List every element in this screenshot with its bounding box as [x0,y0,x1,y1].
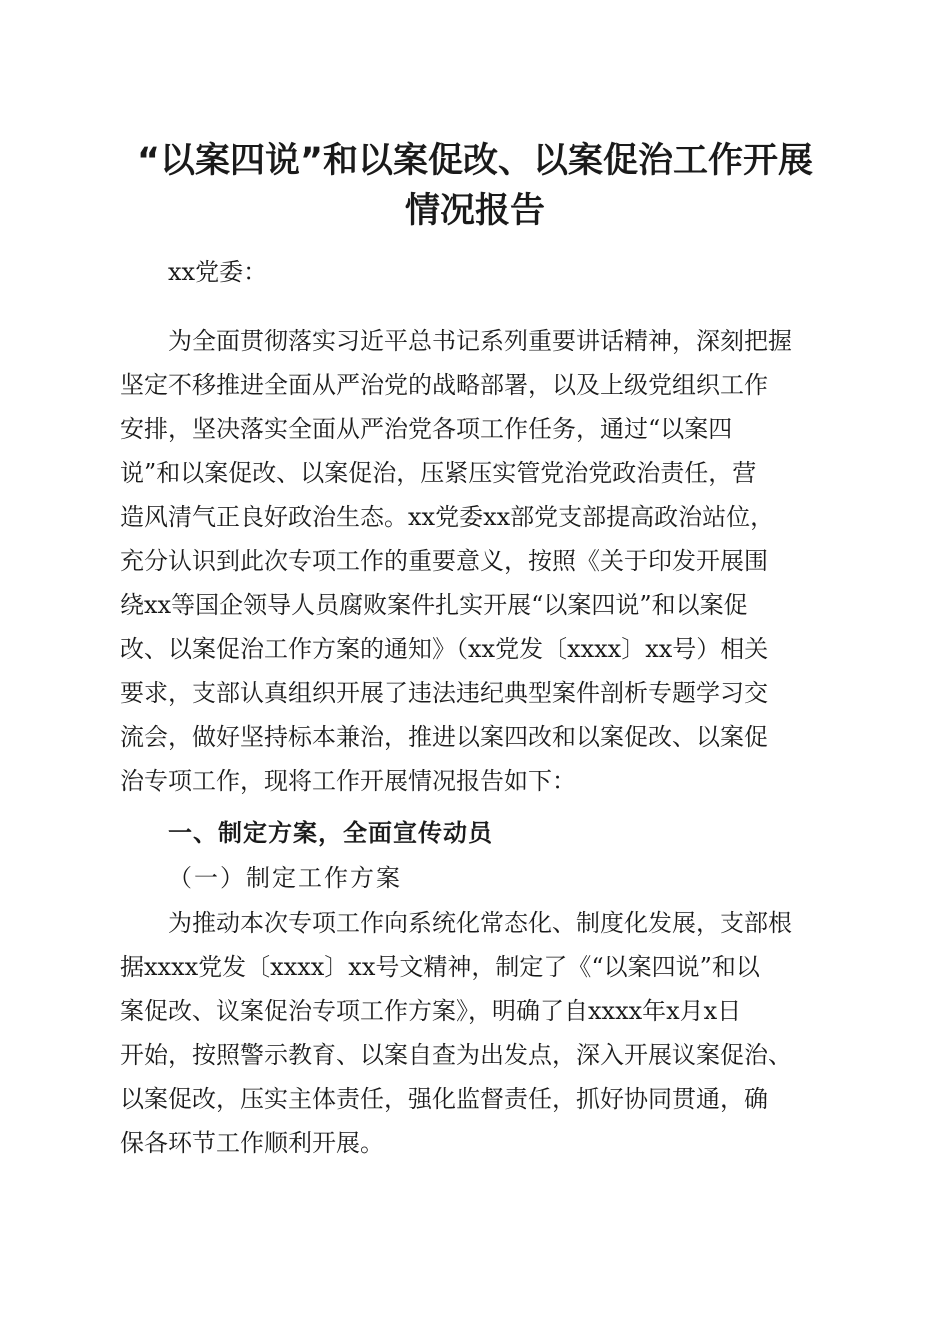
subsection-line: 为推动本次专项工作向系统化常态化、制度化发展，支部根 [168,909,792,937]
title-line-1: “以案四说”和以案促改、以案促治工作开展 [136,141,813,181]
intro-line: 改、以案促治工作方案的通知》（xx党发〔xxxx〕xx号）相关 [120,635,769,663]
salutation: xx党委： [168,258,268,286]
subsection-line: 保各环节工作顺利开展。 [120,1129,384,1157]
intro-line: 要求，支部认真组织开展了违法违纪典型案件剖析专题学习交 [120,679,768,707]
intro-line: 安排，坚决落实全面从严治党各项工作任务，通过“以案四 [120,415,733,443]
document-title [100,136,850,236]
subsection-line: 据xxxx党发〔xxxx〕xx号文精神，制定了《“以案四说”和以 [120,953,760,981]
intro-line: 为全面贯彻落实习近平总书记系列重要讲话精神，深刻把握 [168,327,792,355]
intro-line: 治专项工作，现将工作开展情况报告如下： [120,767,576,795]
intro-line: 造风清气正良好政治生态。xx党委xx部党支部提高政治站位， [120,503,775,531]
subsection-heading-1: （一）制定工作方案 [168,864,402,892]
title-line-2: 情况报告 [404,191,545,231]
intro-line: 流会，做好坚持标本兼治，推进以案四改和以案促改、以案促 [120,723,768,751]
intro-line: 说”和以案促改、以案促治，压紧压实管党治党政治责任，营 [120,459,757,487]
section-heading-1: 一、制定方案，全面宣传动员 [168,819,493,847]
subsection-line: 开始，按照警示教育、以案自查为出发点，深入开展议案促治、 [120,1041,792,1069]
intro-line: 坚定不移推进全面从严治党的战略部署，以及上级党组织工作 [120,371,768,399]
intro-line: 绕xx等国企领导人员腐败案件扎实开展“以案四说”和以案促 [120,591,748,619]
intro-line: 充分认识到此次专项工作的重要意义，按照《关于印发开展围 [120,547,768,575]
subsection-line: 案促改、议案促治专项工作方案》，明确了自xxxx年x月x日 [120,997,742,1025]
subsection-line: 以案促改，压实主体责任，强化监督责任，抓好协同贯通，确 [120,1085,768,1113]
